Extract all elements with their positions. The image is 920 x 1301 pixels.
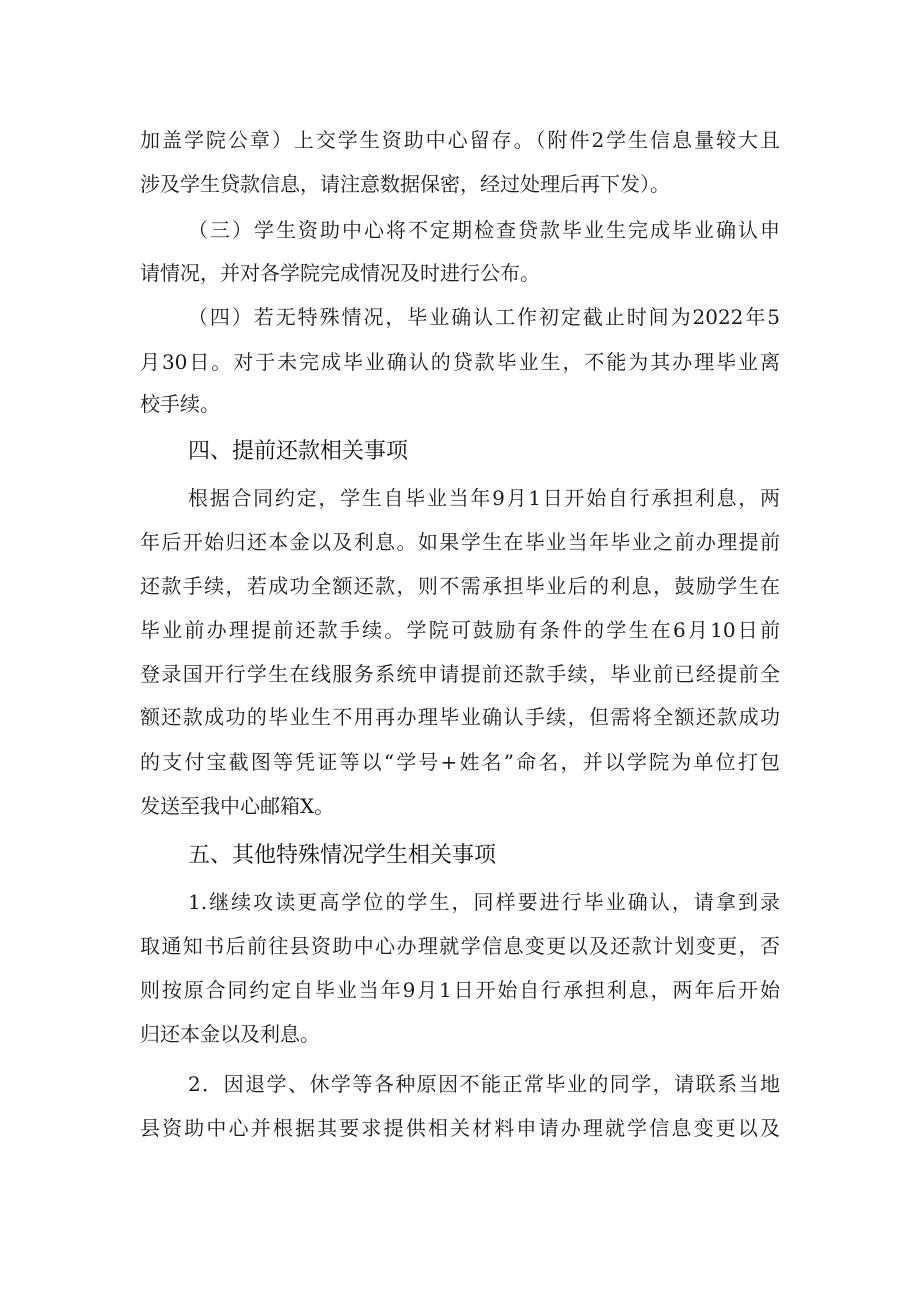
- paragraph-line: 月30日。对于未完成毕业确认的贷款毕业生，不能为其办理毕业离: [140, 350, 780, 374]
- paragraph-line: 取通知书后前往县资助中心办理就学信息变更以及还款计划变更，否: [140, 934, 780, 958]
- paragraph-line: 县资助中心并根据其要求提供相关材料申请办理就学信息变更以及: [140, 1116, 780, 1140]
- paragraph-line: 校手续。: [140, 392, 220, 416]
- paragraph-line: 2．因退学、休学等各种原因不能正常毕业的同学，请联系当地: [188, 1072, 780, 1096]
- paragraph-line: 涉及学生贷款信息，请注意数据保密，经过处理后再下发）。: [140, 172, 670, 196]
- paragraph-line: 的支付宝截图等凭证等以“学号+姓名”命名，并以学院为单位打包: [140, 750, 780, 774]
- paragraph-line: 发送至我中心邮箱X。: [140, 794, 335, 818]
- paragraph-line: 年后开始归还本金以及利息。如果学生在毕业当年毕业之前办理提前: [140, 530, 780, 554]
- section-heading: 五、其他特殊情况学生相关事项: [188, 843, 497, 868]
- paragraph-line: 还款手续，若成功全额还款，则不需承担毕业后的利息，鼓励学生在: [140, 574, 780, 598]
- paragraph-line: 1.继续攻读更高学位的学生，同样要进行毕业确认，请拿到录: [188, 890, 780, 914]
- paragraph-line: 毕业前办理提前还款手续。学院可鼓励有条件的学生在6月10日前: [140, 618, 780, 642]
- paragraph-line: （三）学生资助中心将不定期检查贷款毕业生完成毕业确认申: [188, 218, 780, 242]
- paragraph-line: 请情况，并对各学院完成情况及时进行公布。: [140, 261, 540, 285]
- paragraph-line: 登录国开行学生在线服务系统申请提前还款手续，毕业前已经提前全: [140, 662, 780, 686]
- paragraph-line: （四）若无特殊情况，毕业确认工作初定截止时间为2022年5: [188, 305, 780, 329]
- paragraph-line: 归还本金以及利息。: [140, 1022, 320, 1046]
- paragraph-line: 则按原合同约定自毕业当年9月1日开始自行承担利息，两年后开始: [140, 978, 780, 1002]
- paragraph-line: 加盖学院公章）上交学生资助中心留存。（附件2学生信息量较大且: [140, 128, 780, 152]
- paragraph-line: 额还款成功的毕业生不用再办理毕业确认手续，但需将全额还款成功: [140, 705, 780, 729]
- section-heading: 四、提前还款相关事项: [188, 439, 409, 464]
- paragraph-line: 根据合同约定，学生自毕业当年9月1日开始自行承担利息，两: [188, 486, 780, 510]
